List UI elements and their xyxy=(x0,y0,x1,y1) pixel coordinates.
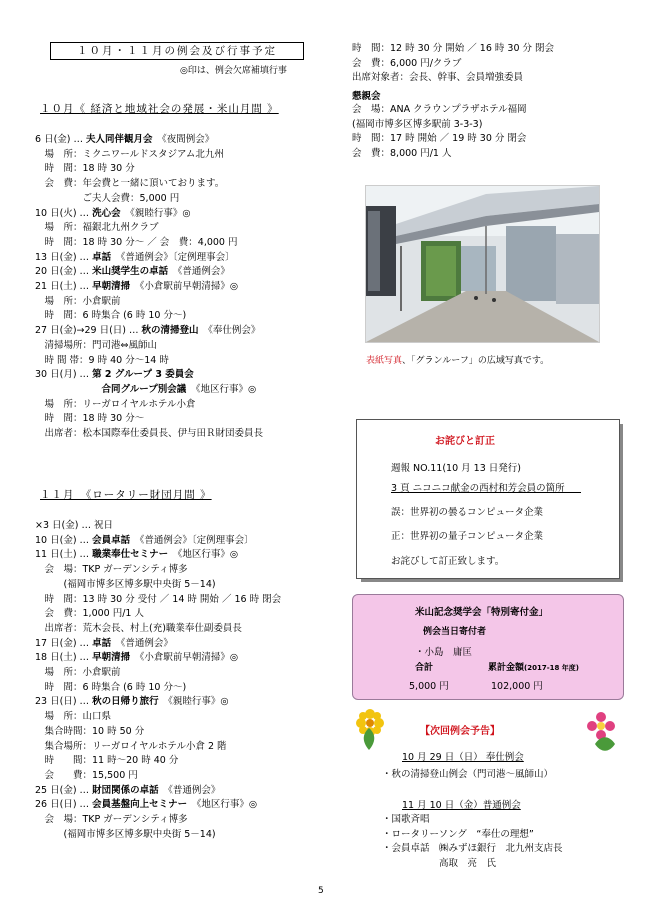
apology-correct: 正：世界初の量子コンピュータ企業 xyxy=(391,531,544,542)
event-name: 会員基盤向上セミナー xyxy=(92,799,188,811)
detail-line: 会 場：ANA クラウンプラザホテル福岡 xyxy=(352,104,527,115)
party-details xyxy=(352,103,527,162)
schedule-line xyxy=(35,221,263,236)
line-prefix: 清掃場所：門司港⇔風師山 xyxy=(35,339,157,351)
line-prefix: 27 日(金)→29 日(日) … xyxy=(35,325,142,337)
line-prefix: 場 所：ミクニワールドスタジアム北九州 xyxy=(35,148,224,160)
line-prefix: 出席者：荒木会長、村上(充)職業奉仕副委員長 xyxy=(35,622,242,634)
caption-label: 表紙写真 xyxy=(366,356,403,366)
schedule-line xyxy=(35,563,281,578)
schedule-line xyxy=(35,354,263,369)
schedule-note: ◎印は、例会欠席補填行事 xyxy=(180,66,287,76)
detail-line: 会 費：6,000 円/クラブ xyxy=(352,57,462,69)
schedule-line xyxy=(35,740,281,755)
leaf-icon-right xyxy=(595,735,615,753)
schedule-line xyxy=(35,651,281,666)
schedule-line xyxy=(35,383,263,398)
line-prefix: 集合時間：10 時 50 分 xyxy=(35,725,145,737)
fund-donor: ・小島 庸匡 xyxy=(415,647,473,658)
event-type: 《普通例会》〔定例理事会〕 xyxy=(130,534,254,546)
schedule-line xyxy=(35,427,263,442)
event-type: 《普通例会》 xyxy=(168,266,230,278)
line-prefix: 時 間：11 時～20 時 40 分 xyxy=(35,755,179,767)
detail-line: 会 費：8,000 円/1 人 xyxy=(352,148,452,160)
line-prefix: 会 費：年会費と一緒に頂いております。 xyxy=(35,178,225,190)
event-type: 《奉仕例会》 xyxy=(198,325,261,337)
event-name: 米山奨学生の卓話 xyxy=(92,266,169,278)
schedule-line xyxy=(35,177,263,192)
line-prefix: 23 日(日) … xyxy=(35,696,93,708)
schedule-line xyxy=(35,593,281,608)
line-prefix: ×3 日(金) … 祝日 xyxy=(35,520,113,531)
schedule-line xyxy=(35,754,281,769)
line-prefix: 場 所：小倉駅前 xyxy=(35,667,121,679)
next-date-2: 11 月 10 日（金）普通例会 xyxy=(402,800,521,811)
event-name: 早朝清掃 xyxy=(92,652,131,664)
apology-wrong: 誤：世界初の曇るコンピュータ企業 xyxy=(391,507,544,518)
party-heading: 懇親会 xyxy=(352,91,381,102)
october-heading: １０月《 経済と地域社会の発展・米山月間 》 xyxy=(40,103,279,115)
caption-text: 、「グランルーフ」の広域写真です。 xyxy=(402,356,550,366)
apology-divider xyxy=(391,492,581,493)
next-meeting-title: 【次回例会予告】 xyxy=(420,726,500,737)
schedule-line xyxy=(35,607,281,622)
schedule-line xyxy=(35,769,281,784)
event-type: 《地区行事》◎ xyxy=(168,549,239,561)
schedule-line xyxy=(35,637,281,652)
schedule-line xyxy=(35,192,263,207)
apology-closing: お詫びして訂正致します。 xyxy=(391,556,505,567)
october-schedule xyxy=(35,133,263,442)
line-prefix: 18 日(土) … xyxy=(35,652,93,664)
event-type: 《地区行事》◎ xyxy=(187,799,258,811)
schedule-line xyxy=(35,309,263,324)
schedule-line xyxy=(35,813,281,828)
fund-cumulative-value: 102,000 円 xyxy=(491,681,543,692)
fund-title: 米山記念奨学会「特別寄付金」 xyxy=(415,607,549,618)
line-prefix: 時 間 帯：9 時 40 分～14 時 xyxy=(35,354,169,366)
line-prefix: (福岡市博多区博多駅中央街 5－14) xyxy=(35,578,216,590)
line-prefix: (福岡市博多区博多駅中央街 5－14) xyxy=(35,828,216,840)
line-prefix: 集合場所：リーガロイヤルホテル小倉 2 階 xyxy=(35,740,227,752)
schedule-line xyxy=(35,519,281,534)
line-prefix: 時 間：13 時 30 分 受付 ／ 14 時 開始 ／ 16 時 閉会 xyxy=(35,593,282,605)
event-name: 職業奉仕セミナー xyxy=(92,549,169,561)
event-name: 早朝清掃 xyxy=(92,281,131,293)
schedule-line xyxy=(35,784,281,799)
leaf-icon xyxy=(360,728,378,750)
line-prefix: 会 場：TKP ガーデンシティ博多 xyxy=(35,564,188,576)
line-prefix: 6 日(金) … xyxy=(35,134,87,145)
detail-line: ・国歌斉唱 xyxy=(382,814,430,825)
detail-line: 出席対象者：会長、幹事、会員増強委員 xyxy=(352,72,524,84)
event-type: 《普通例会》 xyxy=(158,784,221,796)
line-prefix: 会 費：1,000 円/1 人 xyxy=(35,608,144,620)
event-type: 《地区行事》◎ xyxy=(186,383,257,395)
line-prefix: 時 間：18 時 30 分～ xyxy=(35,413,145,425)
line-prefix: 20 日(金) … xyxy=(35,266,93,278)
detail-line: 高取 亮 氏 xyxy=(382,858,497,870)
line-prefix: 10 日(金) … xyxy=(35,534,93,546)
schedule-line xyxy=(35,324,263,339)
schedule-line xyxy=(35,412,263,427)
line-prefix: 時 間：6 時集合 (6 時 10 分～) xyxy=(35,681,187,693)
next-items-2 xyxy=(382,813,563,872)
event-name: 会員卓話 xyxy=(92,534,131,546)
event-type: 《夜間例会》 xyxy=(152,134,215,145)
yoneyama-fund-box xyxy=(352,594,624,700)
schedule-line xyxy=(35,162,263,177)
event-type: 《小倉駅前早朝清掃》◎ xyxy=(130,652,239,664)
fund-cumulative-label xyxy=(488,660,579,673)
event-name: 秋の清掃登山 xyxy=(141,325,199,337)
line-prefix: 会 場：TKP ガーデンシティ博多 xyxy=(35,814,188,826)
schedule-title: １０月・１１月の例会及び行事予定 xyxy=(50,42,304,60)
schedule-line xyxy=(35,295,263,310)
line-prefix: 場 所：小倉駅前 xyxy=(35,295,121,307)
line-prefix: 時 間：18 時 30 分～ ／ 会 費：4,000 円 xyxy=(35,236,238,248)
line-prefix: 場 所：福銀北九州クラブ xyxy=(35,222,159,234)
line-prefix: 場 所：リーガロイヤルホテル小倉 xyxy=(35,398,196,410)
next-item-1: ・秋の清掃登山例会（門司港～風師山） xyxy=(382,769,554,780)
line-prefix: 21 日(土) … xyxy=(35,281,93,293)
line-prefix: 時 間：18 時 30 分 xyxy=(35,163,135,175)
line-prefix: 出席者：松本国際奉仕委員長、伊与田Ｒ財団委員長 xyxy=(35,428,264,440)
schedule-line xyxy=(35,798,281,813)
seminar-details xyxy=(352,42,554,86)
event-type: 《普通例会》〔定例理事会〕 xyxy=(111,251,235,263)
line-prefix: 時 間：6 時集合 (6 時 10 分～) xyxy=(35,310,187,322)
detail-line: ・会員卓話 ㈱みずほ銀行 北九州支店長 xyxy=(382,843,563,855)
detail-line: (福岡市博多区博多駅前 3-3-3) xyxy=(352,118,483,130)
line-prefix: 13 日(金) … xyxy=(35,251,93,263)
next-date-1: 10 月 29 日（日） 奉仕例会 xyxy=(402,752,524,763)
event-type: 《小倉駅前早朝清掃》◎ xyxy=(130,281,239,293)
fund-year: (2017-18 年度) xyxy=(524,664,579,672)
november-schedule xyxy=(35,519,281,842)
fund-total-value: 5,000 円 xyxy=(409,681,449,692)
line-prefix: 30 日(月) … xyxy=(35,369,93,381)
line-prefix: 場 所：山口県 xyxy=(35,711,112,723)
event-name: 洗心会 xyxy=(92,207,121,219)
schedule-line xyxy=(35,398,263,413)
event-name: 卓話 xyxy=(92,251,112,263)
event-type: 《普通例会》 xyxy=(111,637,173,649)
event-name: 夫人同伴観月会 xyxy=(86,134,153,145)
line-prefix: 25 日(金) … xyxy=(35,784,93,796)
event-name: 合同グループ別会議 xyxy=(101,383,187,395)
schedule-line xyxy=(35,548,281,563)
event-name: 卓話 xyxy=(92,637,112,649)
schedule-line xyxy=(35,207,263,222)
apology-line2: 3 頁 ニコニコ献金の西村和芳会員の箇所 xyxy=(391,483,565,494)
schedule-line xyxy=(35,828,281,843)
line-prefix: 17 日(金) … xyxy=(35,637,93,649)
schedule-line xyxy=(35,368,263,383)
line-prefix: 11 日(土) … xyxy=(35,549,93,561)
event-type: 《親睦行事》◎ xyxy=(158,696,229,708)
photo-caption xyxy=(366,353,549,366)
schedule-line xyxy=(35,265,263,280)
cover-photo xyxy=(365,185,600,343)
detail-line: 時 間：17 時 開始 ／ 19 時 30 分 閉会 xyxy=(352,133,527,145)
detail-line: 時 間：12 時 30 分 開始 ／ 16 時 30 分 閉会 xyxy=(352,43,555,54)
line-prefix: 会 費：15,500 円 xyxy=(35,769,138,781)
apology-line1: 週報 NO.11(10 月 13 日発行) xyxy=(391,463,521,474)
schedule-line xyxy=(35,251,263,266)
page-number: 5 xyxy=(318,886,324,896)
apology-title: お詫びと訂正 xyxy=(435,436,495,447)
schedule-line xyxy=(35,148,263,163)
schedule-line xyxy=(35,710,281,725)
event-name: 秋の日帰り旅行 xyxy=(92,696,159,708)
schedule-line xyxy=(35,236,263,251)
line-prefix: ご夫人会費：5,000 円 xyxy=(35,192,180,204)
schedule-line xyxy=(35,133,263,148)
schedule-line xyxy=(35,725,281,740)
line-prefix: 26 日(日) … xyxy=(35,799,93,811)
schedule-line xyxy=(35,280,263,295)
event-name: 第 2 グループ 3 委員会 xyxy=(92,369,194,381)
line-prefix xyxy=(35,384,102,395)
detail-line: ・ロータリーソング “奉仕の理想” xyxy=(382,828,534,840)
november-heading: １１月 《ロータリー財団月間 》 xyxy=(40,489,212,501)
event-name: 財団関係の卓話 xyxy=(92,784,159,796)
fund-sub: 例会当日寄付者 xyxy=(423,627,487,637)
fund-total-label: 合計 xyxy=(415,663,434,673)
apology-box xyxy=(356,419,620,579)
schedule-line xyxy=(35,534,281,549)
gran-roof-photo xyxy=(366,186,599,342)
schedule-line xyxy=(35,339,263,354)
schedule-line xyxy=(35,666,281,681)
event-type: 《親睦行事》◎ xyxy=(120,207,191,219)
fund-cumulative-text: 累計金額 xyxy=(488,663,525,673)
schedule-line xyxy=(35,695,281,710)
line-prefix: 10 日(火) … xyxy=(35,207,93,219)
schedule-line xyxy=(35,681,281,696)
schedule-line xyxy=(35,622,281,637)
schedule-line xyxy=(35,578,281,593)
